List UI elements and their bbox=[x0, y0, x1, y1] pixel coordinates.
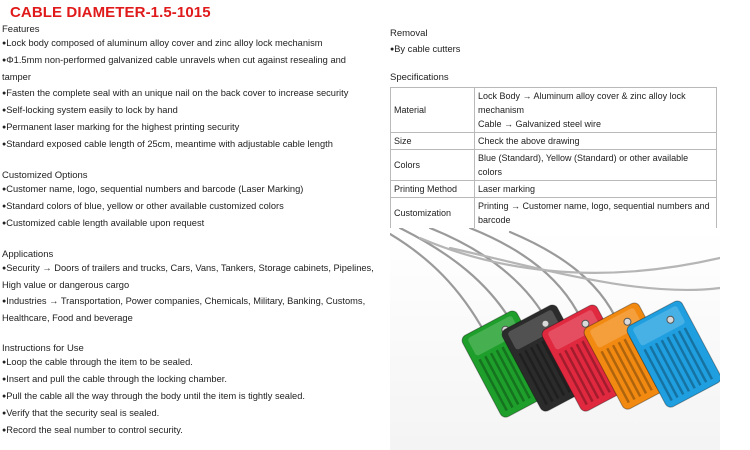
list-item: ● Φ1.5mm non-performed galvanized cable unravels when cut against resealing and tamper bbox=[2, 52, 374, 85]
list-item: ● Customer name, logo, sequential numbers and barcode (Laser Marking) bbox=[2, 181, 374, 198]
left-column bbox=[2, 0, 374, 439]
features-list bbox=[2, 35, 374, 153]
table-row bbox=[391, 150, 717, 181]
seal-bodies bbox=[460, 299, 720, 419]
list-item: ● Loop the cable through the item to be sealed. bbox=[2, 354, 374, 371]
spec-value-line: Cable → Galvanized steel wire bbox=[478, 119, 602, 129]
spec-key: Printing Method bbox=[391, 181, 475, 198]
list-item: ● Lock body composed of aluminum alloy cover and zinc alloy lock mechanism bbox=[2, 35, 374, 52]
product-photo bbox=[390, 228, 720, 450]
specifications-table bbox=[390, 87, 717, 246]
applications-list bbox=[2, 260, 374, 326]
instructions-list bbox=[2, 354, 374, 439]
spec-key: Colors bbox=[391, 150, 475, 181]
list-item: ● Permanent laser marking for the highest printing security bbox=[2, 119, 374, 136]
instructions-heading: Instructions for Use bbox=[2, 343, 84, 354]
list-item: ● Standard colors of blue, yellow or other available customized colors bbox=[2, 198, 374, 215]
cable-seals-illustration bbox=[390, 228, 720, 450]
list-item: ● Industries → Transportation, Power companies, Chemicals, Military, Banking, Customs, Healthcare, Food and beverage bbox=[2, 293, 374, 326]
list-item: ● Fasten the complete seal with an unique nail on the back cover to increase security bbox=[2, 85, 374, 102]
spec-value: Check the above drawing bbox=[475, 133, 717, 150]
spec-value: Laser marking bbox=[475, 181, 717, 198]
spec-value-line: Lock Body → Aluminum alloy cover & zinc alloy lock mechanism bbox=[478, 91, 686, 115]
features-heading: Features bbox=[2, 24, 40, 35]
page-title: CABLE DIAMETER-1.5-1015 bbox=[10, 4, 211, 21]
list-item: ● Verify that the security seal is sealed. bbox=[2, 405, 374, 422]
cable-line bbox=[470, 228, 585, 328]
specifications-heading: Specifications bbox=[390, 72, 449, 83]
list-item: ● Record the seal number to control security. bbox=[2, 422, 374, 439]
customized-list bbox=[2, 181, 374, 232]
applications-heading: Applications bbox=[2, 249, 54, 260]
removal-heading: Removal bbox=[390, 28, 428, 39]
list-item: ● Standard exposed cable length of 25cm, meantime with adjustable cable length bbox=[2, 136, 374, 153]
table-row bbox=[391, 181, 717, 198]
list-item: ● Customized cable length available upon request bbox=[2, 215, 374, 232]
spec-key: Size bbox=[391, 133, 475, 150]
cable-line bbox=[450, 248, 720, 290]
removal-list bbox=[390, 41, 720, 58]
spec-value: Printing → Customer name, logo, sequential numbers and barcode bbox=[475, 198, 717, 229]
right-column bbox=[390, 0, 720, 246]
list-item: ● Pull the cable all the way through the body until the item is tightly sealed. bbox=[2, 388, 374, 405]
list-item: ● Security → Doors of trailers and trucks, Cars, Vans, Tankers, Storage cabinets, Pipelines, High value or dangerous cargo bbox=[2, 260, 374, 293]
list-item: ● By cable cutters bbox=[390, 41, 720, 58]
list-item: ● Self-locking system easily to lock by hand bbox=[2, 102, 374, 119]
spec-key: Material bbox=[391, 88, 475, 133]
spec-value bbox=[475, 88, 717, 133]
table-row bbox=[391, 133, 717, 150]
customized-heading: Customized Options bbox=[2, 170, 88, 181]
list-item: ● Insert and pull the cable through the locking chamber. bbox=[2, 371, 374, 388]
cable-line bbox=[400, 228, 515, 328]
table-row bbox=[391, 88, 717, 133]
table-row bbox=[391, 198, 717, 229]
spec-value: Blue (Standard), Yellow (Standard) or other available colors bbox=[475, 150, 717, 181]
spec-key: Customization bbox=[391, 198, 475, 229]
